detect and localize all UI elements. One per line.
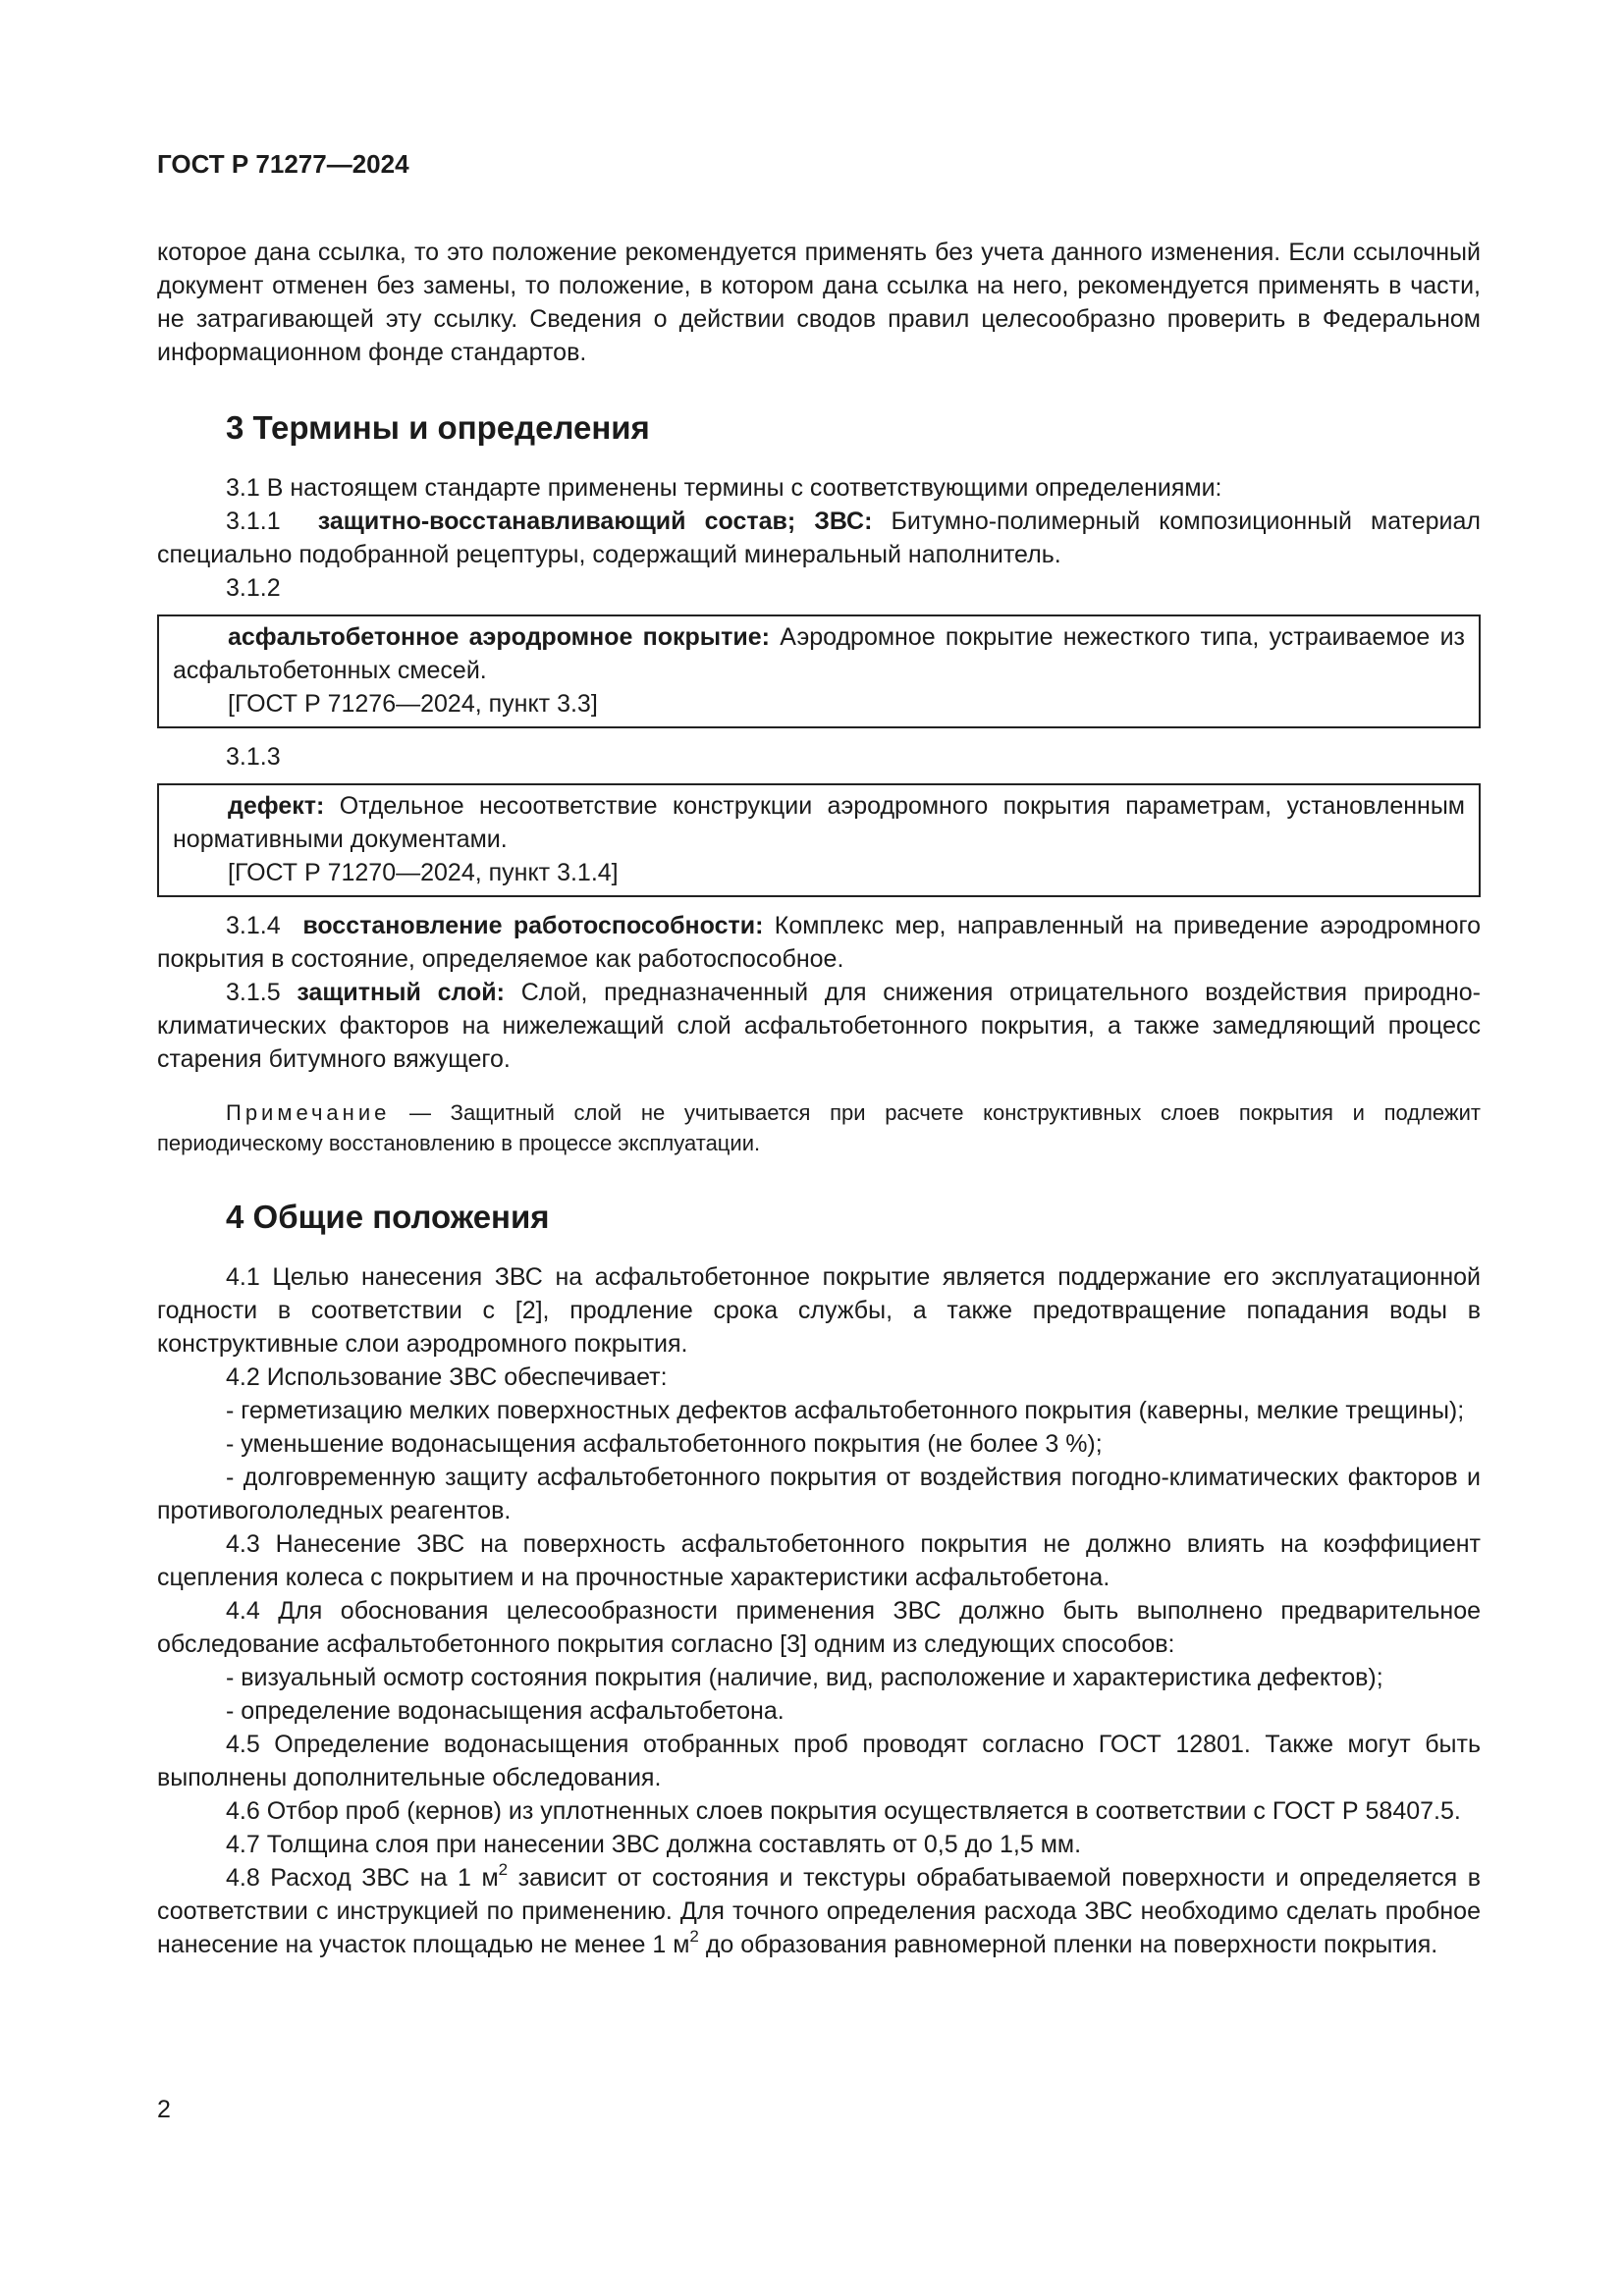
- paragraph-4-1: 4.1 Целью нанесения ЗВС на асфальтобетонное покрытие является поддержание его эксплуатационной годности в соответствии с [2], продление срока службы, а также предотвращение попадания воды в конструктивные слои аэродромного покрытия.: [157, 1263, 1481, 1358]
- term-definition: Слой, предназначенный для снижения отрицательного воздействия природно-климатических факторов на нижележащий слой асфальтобетонного покрытия, а также замедляющий процесс старения битумного вяжущего.: [157, 979, 1481, 1073]
- term-source: [ГОСТ Р 71270—2024, пункт 3.1.4]: [228, 859, 619, 886]
- term-number: 3.1.5: [226, 979, 281, 1006]
- term-definition: Битумно-полимерный композиционный материал специально подобранной рецептуры, содержащий минеральный наполнитель.: [157, 507, 1481, 568]
- term-box-3-1-3: [157, 783, 1481, 897]
- superscript: 2: [689, 1927, 699, 1946]
- term-name: восстановление работоспособности:: [302, 912, 764, 939]
- term-number: 3.1.4: [226, 912, 281, 939]
- note-label: Примечание: [226, 1100, 391, 1125]
- note: [157, 1097, 1481, 1158]
- term-number-3-1-2: 3.1.2: [226, 574, 281, 602]
- section-4-title: 4 Общие положения: [226, 1199, 550, 1235]
- term-definition: Аэродромное покрытие нежесткого типа, устраиваемое из асфальтобетонных смесей.: [173, 623, 1465, 684]
- term-name: асфальтобетонное аэродромное покрытие:: [228, 623, 770, 651]
- term-name: защитно-восстанавливающий состав; ЗВС:: [317, 507, 873, 535]
- paragraph-4-8: [157, 1861, 1481, 1961]
- term-definition: Комплекс мер, направленный на приведение аэродромного покрытия в состояние, определяемое как работоспособное.: [157, 912, 1481, 973]
- document-page: [157, 147, 1481, 1961]
- document-header: ГОСТ Р 71277—2024: [157, 149, 409, 179]
- list-item: - визуальный осмотр состояния покрытия (наличие, вид, расположение и характеристика дефектов);: [226, 1664, 1383, 1691]
- paragraph-4-2: 4.2 Использование ЗВС обеспечивает:: [226, 1363, 668, 1391]
- term-3-1-2: [173, 620, 1465, 687]
- paragraph-4-8-part-b: зависит от состояния и текстуры обрабатываемой поверхности и определяется в соответствии с инструкцией по применению. Для точного определения расхода ЗВС необходимо сделать пробное нанесение на участок площадью не менее 1 м: [157, 1864, 1481, 1958]
- term-3-1-1: [157, 505, 1481, 571]
- term-box-3-1-2: [157, 614, 1481, 728]
- term-name: защитный слой:: [297, 979, 505, 1006]
- paragraph-3-1: 3.1 В настоящем стандарте применены термины с соответствующими определениями:: [226, 474, 1222, 502]
- term-number: 3.1.1: [226, 507, 281, 535]
- term-definition: Отдельное несоответствие конструкции аэродромного покрытия параметрам, установленным нормативными документами.: [173, 792, 1465, 853]
- superscript: 2: [498, 1860, 509, 1879]
- list-item: - долговременную защиту асфальтобетонного покрытия от воздействия погодно-климатических факторов и противогололедных реагентов.: [157, 1464, 1481, 1524]
- paragraph-4-5: 4.5 Определение водонасыщения отобранных проб проводят согласно ГОСТ 12801. Также могут быть выполнены дополнительные обследования.: [157, 1731, 1481, 1791]
- term-name: дефект:: [228, 792, 325, 820]
- note-text: — Защитный слой не учитывается при расчете конструктивных слоев покрытия и подлежит периодическому восстановлению в процессе эксплуатации.: [157, 1100, 1481, 1155]
- intro-paragraph: которое дана ссылка, то это положение рекомендуется применять без учета данного изменения. Если ссылочный документ отменен без замены, то положение, в котором дана ссылка на него, рекомендуется применять в части, не затрагивающей эту ссылку. Сведения о действии сводов правил целесообразно проверить в Федеральном информационном фонде стандартов.: [157, 239, 1481, 366]
- term-number-3-1-3: 3.1.3: [226, 743, 281, 771]
- term-3-1-4: [157, 909, 1481, 976]
- section-3-title: 3 Термины и определения: [226, 409, 650, 446]
- page-number: 2: [157, 2096, 171, 2123]
- term-3-1-3: [173, 789, 1465, 856]
- list-item: - определение водонасыщения асфальтобетона.: [226, 1697, 785, 1725]
- paragraph-4-8-part-c: до образования равномерной пленки на поверхности покрытия.: [698, 1931, 1438, 1958]
- paragraph-4-4: 4.4 Для обоснования целесообразности применения ЗВС должно быть выполнено предварительное обследование асфальтобетонного покрытия согласно [3] одним из следующих способов:: [157, 1597, 1481, 1658]
- list-item: - уменьшение водонасыщения асфальтобетонного покрытия (не более 3 %);: [226, 1430, 1103, 1458]
- paragraph-4-8-part-a: 4.8 Расход ЗВС на 1 м: [226, 1864, 499, 1892]
- term-source: [ГОСТ Р 71276—2024, пункт 3.3]: [228, 690, 598, 718]
- list-item: - герметизацию мелких поверхностных дефектов асфальтобетонного покрытия (каверны, мелкие трещины);: [226, 1397, 1465, 1424]
- paragraph-4-3: 4.3 Нанесение ЗВС на поверхность асфальтобетонного покрытия не должно влиять на коэффициент сцепления колеса с покрытием и на прочностные характеристики асфальтобетона.: [157, 1530, 1481, 1591]
- term-3-1-5: [157, 976, 1481, 1076]
- paragraph-4-6: 4.6 Отбор проб (кернов) из уплотненных слоев покрытия осуществляется в соответствии с ГОСТ Р 58407.5.: [226, 1797, 1461, 1825]
- paragraph-4-7: 4.7 Толщина слоя при нанесении ЗВС должна составлять от 0,5 до 1,5 мм.: [226, 1831, 1082, 1858]
